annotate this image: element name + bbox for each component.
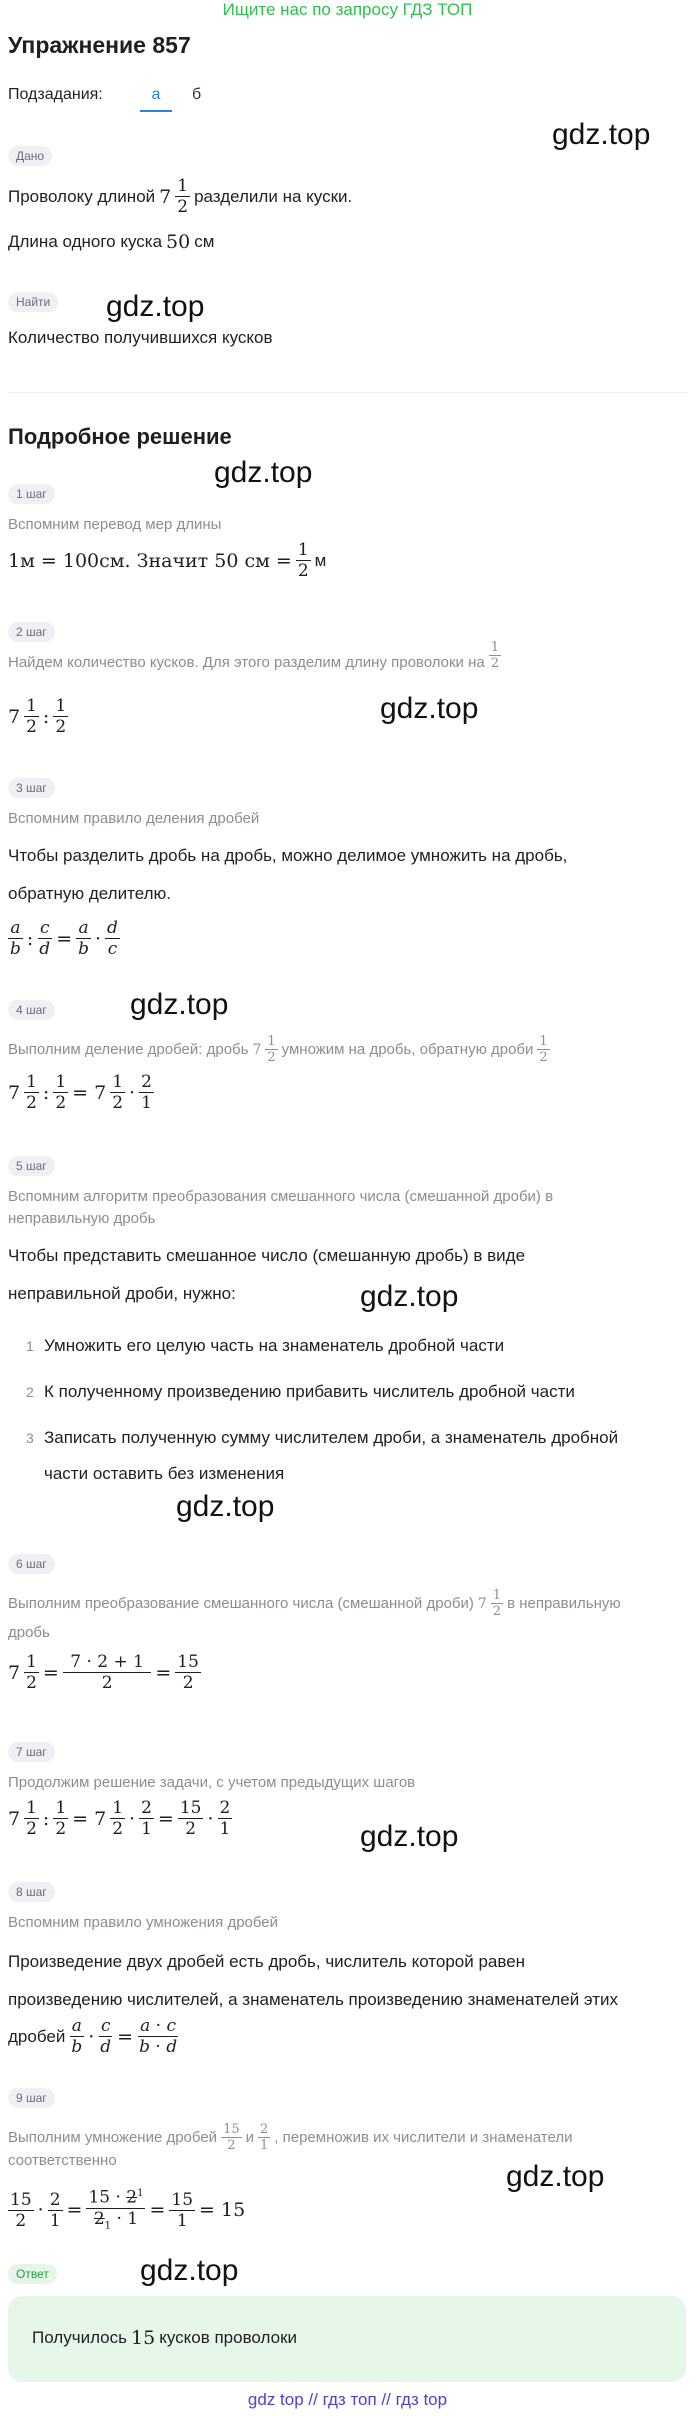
step-4-caption-text: Выполним деление дробей: дробь bbox=[8, 1040, 249, 1058]
step-5-chip: 5 шаг bbox=[8, 1156, 55, 1176]
step-3-text-1: Чтобы разделить дробь на дробь, можно делимое умножить на дробь, bbox=[8, 846, 568, 865]
step-4-math: 7 $\frac{1}{2}$ : $\frac{1}{2}$ = 7 $\frac{1}{2}$ · $\frac{2}{1}$ bbox=[8, 1072, 152, 1113]
step-8-text-1: Произведение двух дробей есть дробь, числитель которой равен bbox=[8, 1952, 526, 1971]
step-6-caption: Выполним преобразование смешанного числа (смешанной дроби) 7 $\frac{1}{2}$ в неправильную bbox=[8, 1588, 621, 1619]
list-item: Записать полученную сумму числителем дроби, а знаменатель дробной bbox=[44, 1428, 619, 1447]
step-5-caption-1: Вспомним алгоритм преобразования смешанного числа (смешанной дроби) в bbox=[8, 1188, 554, 1205]
step-7-chip: 7 шаг bbox=[8, 1742, 55, 1762]
step-9-caption-post: , перемножив их числители и знаменатели bbox=[274, 2128, 573, 2146]
given-length-label: Длина одного куска bbox=[8, 232, 163, 251]
step-8-caption: Вспомним правило умножения дробей bbox=[8, 1914, 279, 1931]
given-text-end: разделили на куски. bbox=[194, 186, 353, 206]
given-whole: 7 bbox=[159, 185, 172, 208]
step-4-caption-mid: умножим на дробь, обратную дроби bbox=[281, 1040, 534, 1058]
fraction: $\frac{1}{2}$ bbox=[297, 540, 309, 581]
step-2-caption bbox=[8, 639, 501, 674]
given-fraction: $\frac{1}{2}$ bbox=[177, 176, 189, 217]
step-5-text-2: неправильной дроби, нужно: bbox=[8, 1284, 236, 1303]
solution-title: Подробное решение bbox=[8, 424, 232, 449]
step-9-math: $\frac{15}{2}$ · $\frac{2}{1}$ = $\frac{15 \cdot 2^1}{2_1 \cdot 1}$ = $\frac{15}{1}$ = 15 bbox=[8, 2184, 245, 2236]
list-number: 3 bbox=[26, 1430, 34, 1446]
step-3-caption: Вспомним правило деления дробей bbox=[8, 810, 260, 827]
find-text: Количество получившихся кусков bbox=[8, 328, 273, 347]
step-1-math bbox=[8, 540, 326, 581]
given-length-value: 50 bbox=[166, 231, 191, 253]
step-8-chip: 8 шаг bbox=[8, 1882, 55, 1902]
given-line-1 bbox=[8, 176, 352, 217]
list-number: 1 bbox=[26, 1338, 34, 1354]
subtasks-label: Подзадания: bbox=[8, 86, 103, 103]
step-3-math: $\frac{a}{b}$ : $\frac{c}{d}$ = $\frac{a}{b}$ · $\frac{d}{c}$ bbox=[10, 918, 118, 959]
tab-a[interactable]: а bbox=[140, 86, 172, 112]
list-item: Умножить его целую часть на знаменатель дробной части bbox=[44, 1336, 505, 1355]
step-5-caption-2: неправильную дробь bbox=[8, 1210, 156, 1227]
step-8-text-2: произведению числителей, а знаменатель произведению знаменателей этих bbox=[8, 1990, 619, 2009]
step-1-unit: м bbox=[314, 550, 327, 570]
step-6-chip: 6 шаг bbox=[8, 1554, 55, 1574]
given-chip: Дано bbox=[8, 146, 52, 166]
step-4-chip: 4 шаг bbox=[8, 1000, 55, 1020]
step-9-caption-and: и bbox=[245, 2128, 254, 2146]
watermark: gdz.top bbox=[140, 2254, 239, 2287]
answer-post: кусков проволоки bbox=[159, 2328, 297, 2347]
given-length-unit: см bbox=[194, 232, 215, 251]
fraction: $\frac{1}{2}$ bbox=[490, 639, 500, 671]
watermark: gdz.top bbox=[506, 2160, 605, 2193]
given-line-2 bbox=[8, 230, 214, 254]
watermark: gdz.top bbox=[552, 118, 651, 151]
step-1-caption: Вспомним перевод мер длины bbox=[8, 516, 222, 533]
step-6-caption-post: в неправильную bbox=[507, 1594, 621, 1612]
watermark: gdz.top bbox=[380, 692, 479, 725]
step-7-caption: Продолжим решение задачи, с учетом предыдущих шагов bbox=[8, 1774, 416, 1791]
step-9-caption-text: Выполним умножение дробей bbox=[8, 2128, 218, 2146]
watermark: gdz.top bbox=[130, 988, 229, 1021]
answer-pre: Получилось bbox=[32, 2328, 127, 2347]
step-9-caption-2: соответственно bbox=[8, 2152, 117, 2169]
step-2-math: 7 $\frac{1}{2}$ : $\frac{1}{2}$ bbox=[8, 696, 67, 737]
step-4-caption: Выполним деление дробей: дробь 7 $\frac{1}{2}$ умножим на дробь, обратную дроби $\frac{1}{2}$ bbox=[8, 1034, 548, 1065]
footer-links[interactable]: gdz top // гдз топ // гдз top bbox=[247, 2390, 448, 2409]
step-6-caption-2: дробь bbox=[8, 1624, 50, 1641]
step-2-caption-text: Найдем количество кусков. Для этого разделим длину проволоки на bbox=[8, 654, 485, 671]
step-1-formula: 1м = 100см. Значит 50 см = bbox=[8, 549, 292, 572]
step-3-text-2: обратную делителю. bbox=[8, 884, 171, 903]
divider bbox=[8, 392, 688, 393]
find-chip: Найти bbox=[8, 292, 58, 312]
step-7-math: 7 $\frac{1}{2}$ : $\frac{1}{2}$ = 7 $\frac{1}{2}$ · $\frac{2}{1}$ = $\frac{15}{2}$ · $\frac{2}{1}$ bbox=[8, 1798, 231, 1839]
step-6-caption-text: Выполним преобразование смешанного числа (смешанной дроби) bbox=[8, 1594, 474, 1612]
watermark: gdz.top bbox=[360, 1280, 459, 1313]
step-2-chip: 2 шаг bbox=[8, 622, 55, 642]
answer-chip: Ответ bbox=[8, 2264, 57, 2284]
top-banner[interactable]: Ищите нас по запросу ГДЗ ТОП bbox=[222, 0, 473, 19]
list-item-continued: части оставить без изменения bbox=[44, 1464, 285, 1483]
step-5-text-1: Чтобы представить смешанное число (смешанную дробь) в виде bbox=[8, 1246, 526, 1265]
page-title: Упражнение 857 bbox=[8, 32, 191, 58]
step-3-chip: 3 шаг bbox=[8, 778, 55, 798]
step-1-chip: 1 шаг bbox=[8, 484, 55, 504]
watermark: gdz.top bbox=[360, 1820, 459, 1853]
watermark: gdz.top bbox=[214, 456, 313, 489]
watermark: gdz.top bbox=[176, 1490, 275, 1523]
answer-text bbox=[32, 2326, 297, 2350]
answer-value: 15 bbox=[131, 2327, 156, 2349]
step-6-math: 7 $\frac{1}{2}$ = $\frac{7 \cdot 2 + 1}{2}$ = $\frac{15}{2}$ bbox=[8, 1652, 199, 1693]
given-text: Проволоку длиной bbox=[8, 186, 156, 206]
tab-b[interactable]: б bbox=[192, 86, 202, 103]
step-8-text-3: дробей $\frac{a}{b}$ · $\frac{c}{d}$ = $\frac{a \cdot c}{b \cdot d}$ bbox=[8, 2016, 178, 2057]
step-9-caption: Выполним умножение дробей $\frac{15}{2}$ и $\frac{2}{1}$ , перемножив их числители и знаменатели bbox=[8, 2122, 573, 2153]
list-item: К полученному произведению прибавить числитель дробной части bbox=[44, 1382, 575, 1401]
list-number: 2 bbox=[26, 1384, 34, 1400]
watermark: gdz.top bbox=[106, 290, 205, 323]
step-9-chip: 9 шаг bbox=[8, 2088, 55, 2108]
step-8-text-3-label: дробей bbox=[8, 2026, 66, 2046]
